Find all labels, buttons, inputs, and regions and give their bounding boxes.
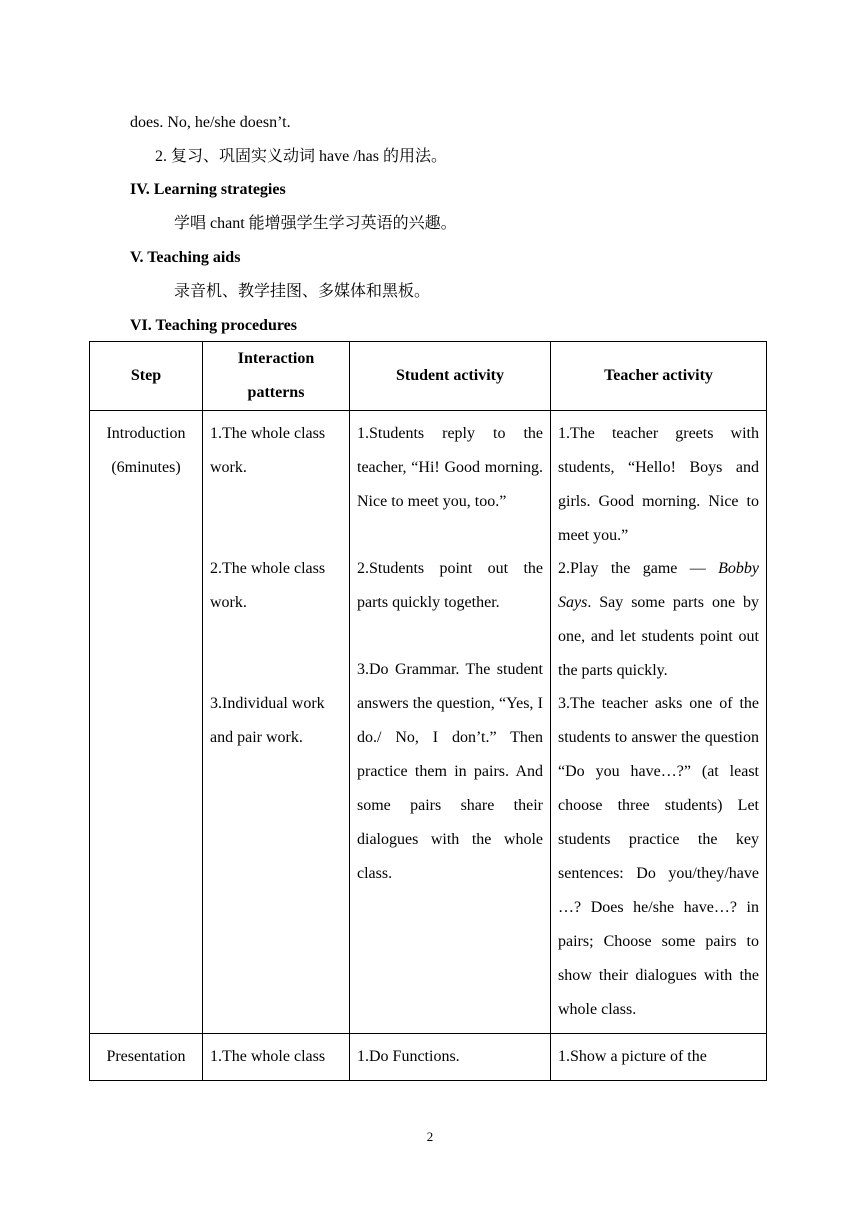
section-heading-teaching-aids: V. Teaching aids — [130, 249, 241, 266]
student-activity-1: 1.Students reply to the teacher, “Hi! Good morning. Nice to meet you, too.” — [357, 425, 543, 510]
teacher-activity-3: 3.The teacher asks one of the students to answer the question “Do you have…?” (at least choose three students) Let students practice the key sentences: Do you/they/have …? Does he/she have…? in pairs; Choose some pairs to show their dialogues with the whole class. — [558, 695, 759, 1018]
step-introduction — [90, 411, 203, 1034]
presentation-interaction-cell: 1.The whole class — [203, 1034, 350, 1081]
interaction-item-2: 2.The whole class work. — [210, 560, 326, 611]
interaction-item-1: 1.The whole class work. — [210, 425, 326, 476]
teaching-aids-text: 录音机、教学挂图、多媒体和黑板。 — [174, 283, 431, 300]
header-interaction-line1: Interaction — [237, 350, 315, 367]
table-row-introduction — [90, 411, 767, 1034]
header-interaction-line2: patterns — [247, 384, 305, 401]
introduction-interaction-cell — [203, 411, 350, 1034]
teacher-activity-2-pre: 2.Play the game — — [558, 560, 719, 577]
header-teacher-activity: Teacher activity — [551, 342, 767, 411]
section-heading-teaching-procedures: VI. Teaching procedures — [130, 317, 297, 334]
teaching-procedures-table — [89, 341, 767, 1081]
interaction-item-3: 3.Individual work and pair work. — [210, 695, 325, 746]
student-activity-2: 2.Students point out the parts quickly together. — [357, 560, 543, 611]
teacher-activity-1: 1.The teacher greets with students, “Hello! Boys and girls. Good morning. Nice to meet you.” — [558, 425, 759, 544]
objective-item-2: 2. 复习、巩固实义动词 have /has 的用法。 — [155, 148, 447, 165]
page-number: 2 — [426, 1129, 434, 1144]
header-student-activity: Student activity — [350, 342, 551, 411]
presentation-teacher-cell: 1.Show a picture of the — [551, 1034, 767, 1081]
continued-text-line: does. No, he/she doesn’t. — [130, 114, 291, 131]
table-header-row — [90, 342, 767, 411]
student-activity-3: 3.Do Grammar. The student answers the question, “Yes, I do./ No, I don’t.” Then practice them in pairs. And some pairs share their dialogues with the whole class. — [357, 661, 543, 882]
learning-strategies-text: 学唱 chant 能增强学生学习英语的兴趣。 — [174, 215, 457, 232]
section-heading-learning-strategies: IV. Learning strategies — [130, 181, 286, 198]
teacher-activity-2 — [558, 552, 759, 687]
teacher-activity-2-post: . Say some parts one by one, and let students point out the parts quickly. — [558, 594, 759, 679]
header-step: Step — [90, 342, 203, 411]
presentation-student-cell: 1.Do Functions. — [350, 1034, 551, 1081]
table-row-presentation — [90, 1034, 767, 1081]
bobby-says-game-name: Bobby Says — [558, 560, 759, 611]
step-introduction-label: Introduction — [106, 425, 186, 442]
step-introduction-time: (6minutes) — [111, 459, 181, 476]
header-interaction-patterns — [203, 342, 350, 411]
introduction-student-cell — [350, 411, 551, 1034]
step-presentation: Presentation — [90, 1034, 203, 1081]
introduction-teacher-cell — [551, 411, 767, 1034]
